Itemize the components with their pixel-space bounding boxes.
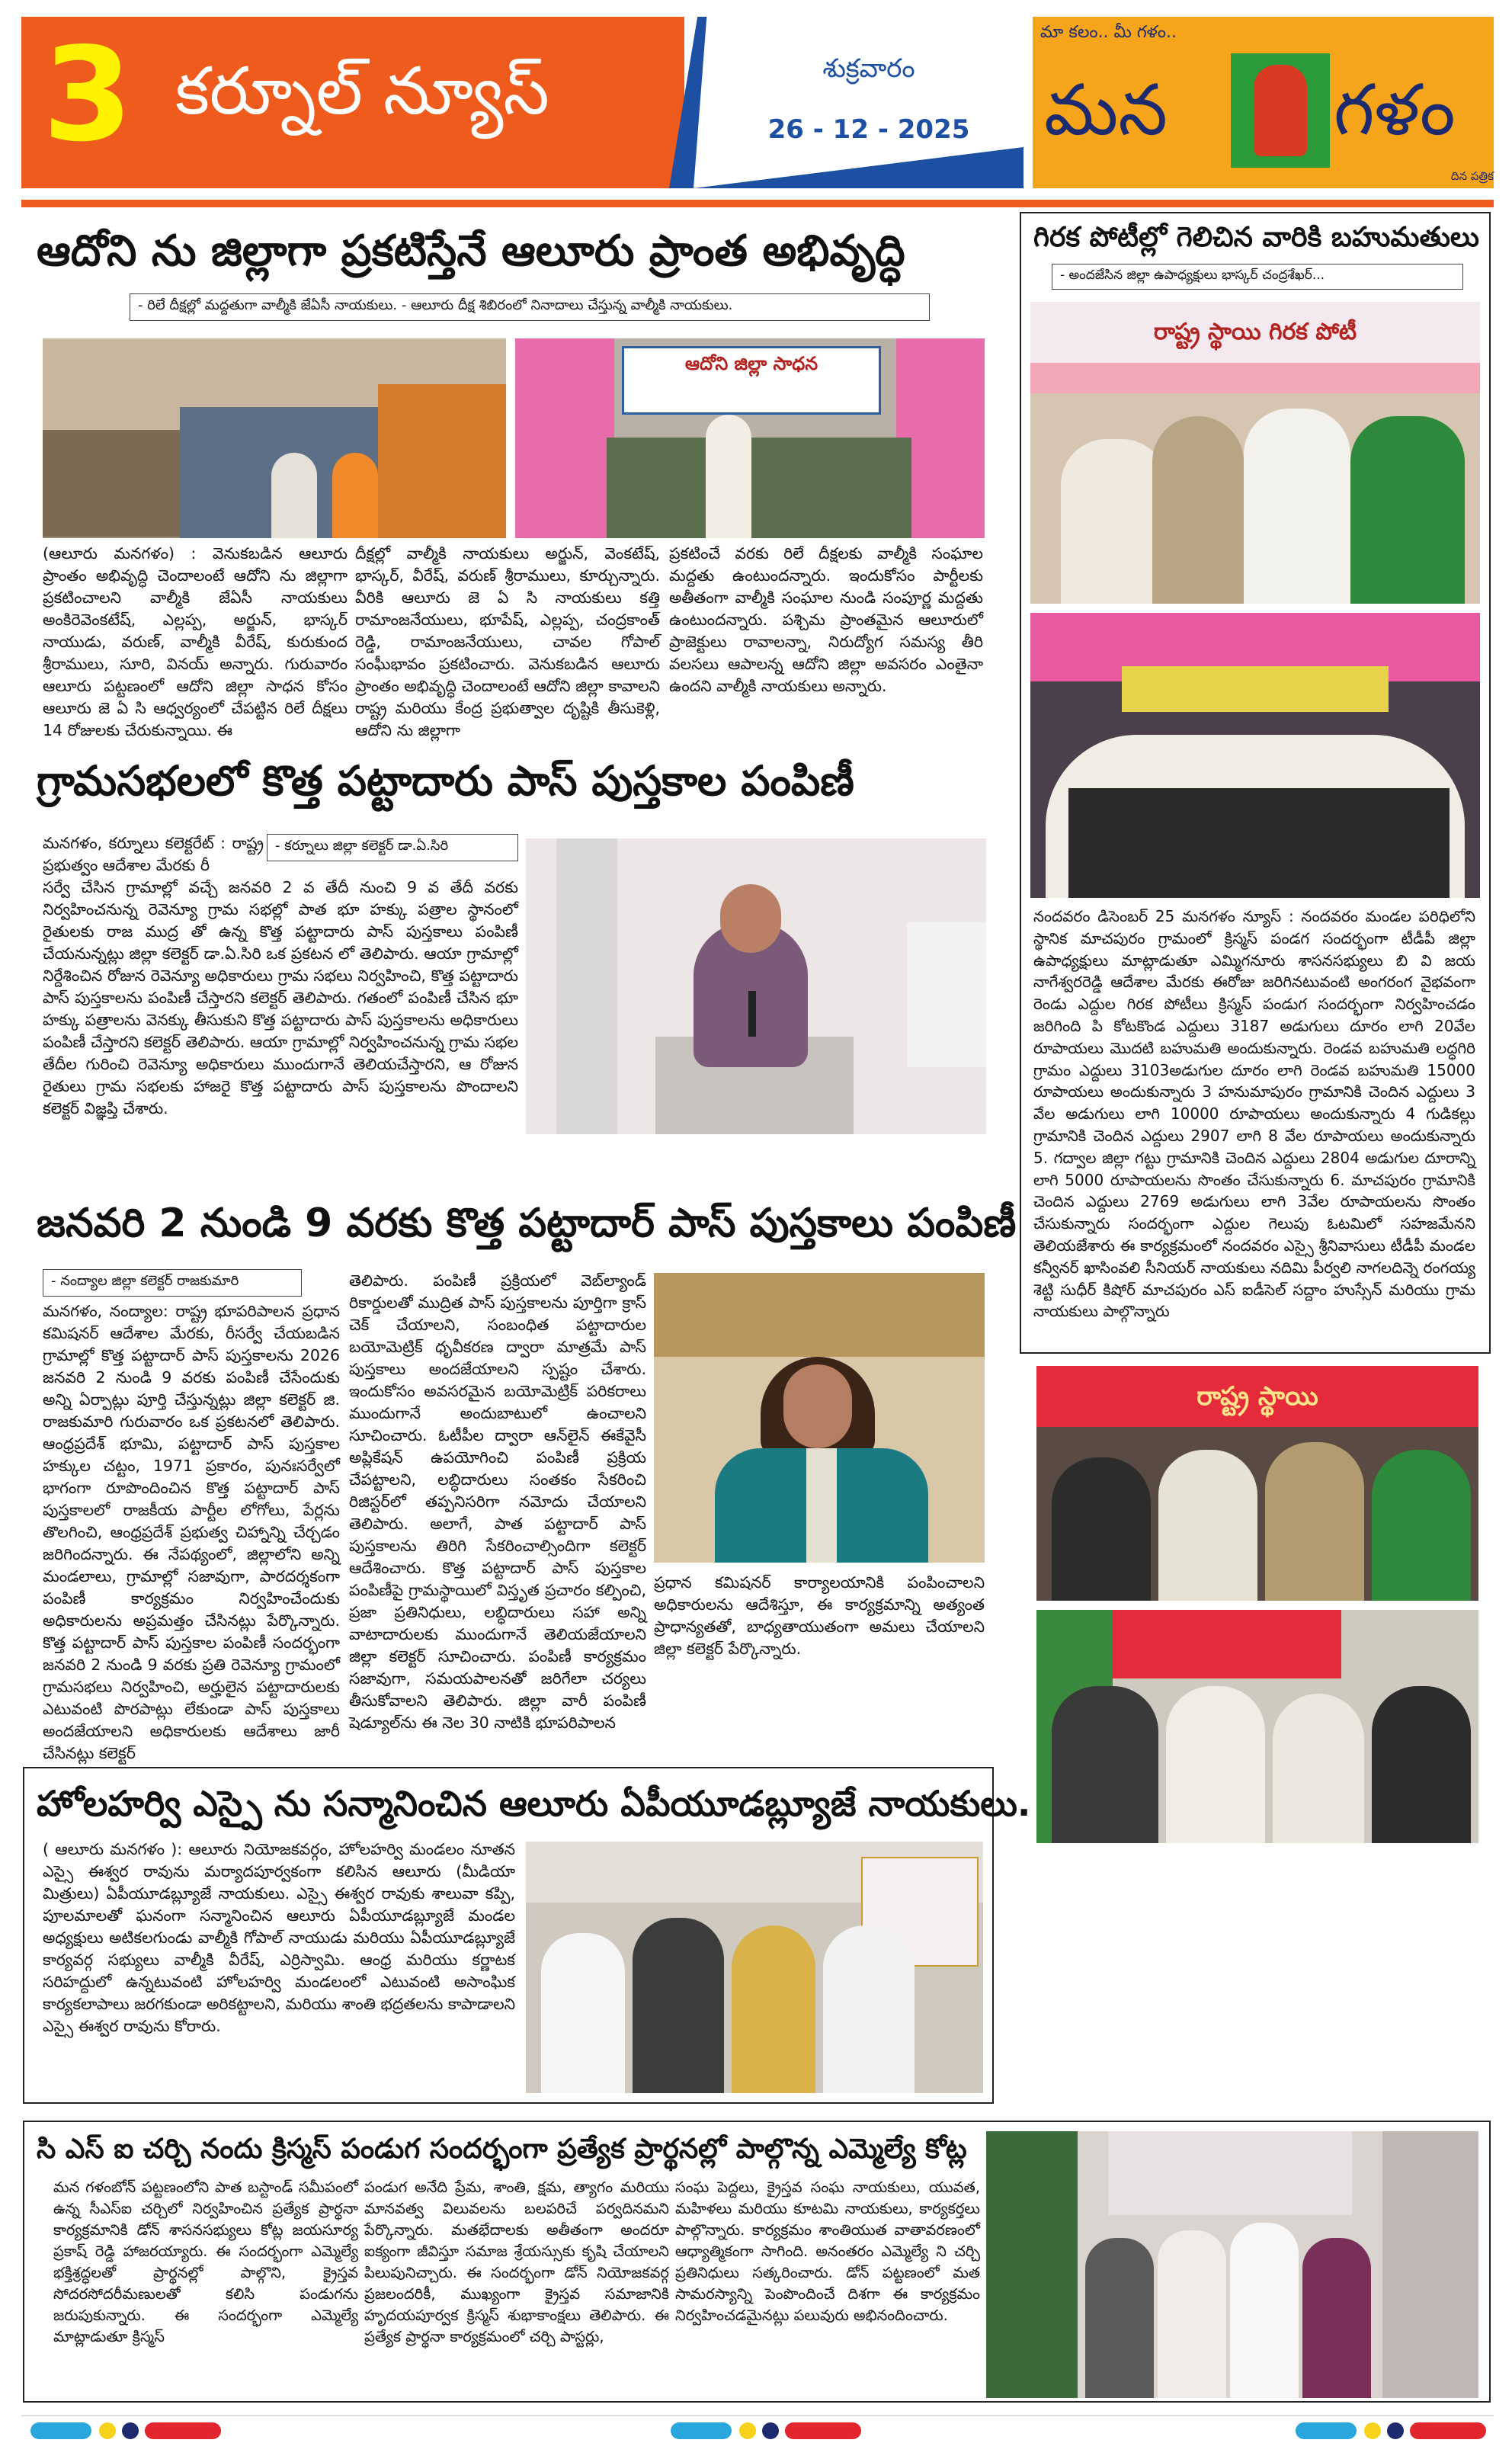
story5-headline: సి ఎస్ ఐ చర్చి నందు క్రిస్మస్ పండుగ సందర్భంగా ప్రత్యేక ప్రార్థనల్లో పాల్గొన్న ఎమ్మెల్యే కోట్ల	[37, 2134, 967, 2165]
story1-caption: - రిలే దీక్షల్లో మద్దతుగా వాల్మీకి జేఏసీ నాయకులు. - ఆలూరు దీక్ష శిబిరంలో నినాదాలు చేస్తున్న వాల్మీకి నాయకులు.	[130, 293, 930, 321]
story4-felicitation-photo	[526, 1842, 983, 2093]
sidebar-body: నందవరం డిసెంబర్ 25 మనగళం న్యూస్ : నందవరం మండల పరిధిలోని స్థానిక మాచపురం గ్రామంలో క్రిస్మస్ పండగ సందర్భంగా టీడీపీ జిల్లా ఉపాధ్యక్షులు మాట్లాడుతూ ఎమ్మిగనూరు శాసనసభ్యులు బి వి జయ నాగేశ్వరరెడ్డి ఆదేశాల మేరకు ఈరోజు జరిగినటువంటి అంగరంగ వైభవంగా రెండు ఎద్దుల గిరక పోటీలు క్రిస్మస్ పండుగ సందర్భంగా నిర్వహించడం జరిగింది పి కోటకొండ ఎద్దులు 3187 అడుగులు దూరం లాగి 20వేల రూపాయలు మొదటి బహుమతి అందుకున్నారు. రెండవ బహుమతి లద్ధగిరి గ్రామం ఎద్దులు 3103అడుగుల దూరం లాగి రెండవ బహుమతి 15000 రూపాయలు అందుకున్నారు 3 హనుమాపురం గ్రామానికి చెందిన ఎద్దులు 3 వేల అడుగులు లాగి 10000 రూపాయలు అందుకున్నారు 4 గుడికల్లు గ్రామానికి చెందిన ఎద్దులు 2907 లాగి 8 వేల రూపాయలు అందుకున్నారు 5. గద్వాల జిల్లా గట్టు గ్రామానికి చెందిన ఎద్దులు 2804 అడుగుల దూరాన్ని లాగి 5000 రూపాయలను సొంతం చేసుకున్నారు 6. మాచపురం గ్రామానికి చెందిన ఎద్దులు 2769 అడుగులు లాగి 3వేల రూపాయలను సొంతం చేసుకున్నారు సందర్భంగా ఎద్దుల గెలుపు ఓటమిలో సహజమేనని తెలియజేశారు ఈ కార్యక్రమంలో నందవరం ఎస్సై శ్రీనివాసులు టీడీపీ మండల కన్వీనర్ ఖాసింవలి సీనియర్ నాయకులు నదిమి పీర్వలి నాగలదిన్నె రంగయ్య శెట్టి సుధీర్ కిషోర్ మాచపురం ఎస్ ఐడీసెల్ సద్దాం హుస్సేన్ మరియు గ్రామ నాయకులు పాల్గొన్నారు	[1033, 907, 1475, 1321]
story4-headline: హోలహర్వి ఎస్పై ను సన్మానించిన ఆలూరు ఏపీయూడబ్ల్యూజే నాయకులు.	[37, 1783, 1031, 1824]
sidebar-caption: - అందజేసిన జిల్లా ఉపాధ్యక్షులు భాస్కర్ చంద్రశేఖర్...	[1052, 264, 1463, 290]
story2-headline: గ్రామసభలలో కొత్త పట్టాదారు పాస్ పుస్తకాల పంపిణీ	[37, 757, 854, 805]
page-number: 3	[42, 20, 133, 171]
issue-date: 26 - 12 - 2025	[767, 114, 970, 145]
sidebar-headline: గిరక పోటీల్లో గెలిచిన వారికి బహుమతులు	[1033, 222, 1479, 253]
sidebar-banner-2: రాష్ట్ర స్థాయి	[1036, 1366, 1478, 1427]
story3-col2: తెలిపారు. పంపిణీ ప్రక్రియలో వెబ్‌ల్యాండ్ రికార్డులతో ముద్రిత పాస్ పుస్తకాలను పూర్తిగా క్రాస్ చెక్ చేయాలని, సంబంధిత పట్టాదారుల బయోమెట్రిక్ ధృవీకరణ ద్వారా మాత్రమే పాస్ పుస్తకాలు అందజేయాలని స్పష్టం చేశారు. ఇందుకోసం అవసరమైన బయోమెట్రిక్ పరికరాలు ముందుగానే అందుబాటులో ఉంచాలని సూచించారు. ఓటీపీల ద్వారా ఆన్‌లైన్ ఈకేవైసీ అప్లికేషన్ ఉపయోగించి పంపిణీ ప్రక్రియ చేపట్టాలని, లబ్ధిదారులు సంతకం సేకరించి రిజిస్టర్‌లో తప్పనిసరిగా నమోదు చేయాలని తెలిపారు. అలాగే, పాత పట్టాదార్ పాస్ పుస్తకాలను తిరిగి సేకరించాల్సిందిగా కలెక్టర్ ఆదేశించారు. కొత్త పట్టాదార్ పాస్ పుస్తకాల పంపిణీపై గ్రామస్థాయిలో విస్తృత ప్రచారం కల్పించి, ప్రజా ప్రతినిధులు, లబ్ధిదారులు సహా అన్ని వాటాదారులకు ముందుగానే తెలియజేయాలని జిల్లా కలెక్టర్ సూచించారు. పంపిణీ కార్యక్రమం సజావుగా, సమయపాలనతో జరిగేలా చర్యలు తీసుకోవాలని తెలిపారు. జిల్లా వారీ పంపిణీ షెడ్యూల్‌ను ఈ నెల 30 నాటికి భూపరిపాలన	[349, 1271, 646, 1732]
story5-col1: మన గళంబోన్ పట్టణంలోని పాత బస్టాండ్ సమీపంలో ఉన్న సీఎస్ఐ చర్చిలో నిర్వహించిన ప్రత్యేక ప్రార్థనా కార్యక్రమానికి డోన్ శాసనసభ్యులు కోట్ల జయసూర్య ప్రకాష్ రెడ్డి హాజరయ్యారు. ఈ సందర్భంగా ఎమ్మెల్యే భక్తిశ్రద్ధలతో ప్రార్థనల్లో పాల్గొని, క్రైస్తవ సోదరసోదరీమణులతో కలిసి పండుగను జరుపుకున్నారు. ఈ సందర్భంగా ఎమ్మెల్యే మాట్లాడుతూ క్రిస్మస్	[53, 2178, 358, 2345]
logo-text-left: మన	[1044, 69, 1168, 151]
footer-ornament-left	[30, 2422, 221, 2439]
logo-subtitle: దిన పత్రిక	[1450, 169, 1494, 183]
fist-icon	[1254, 65, 1307, 156]
story1-headline: ఆదోని ను జిల్లాగా ప్రకటిస్తేనే ఆలూరు ప్రాంత అభివృద్ధి	[37, 226, 905, 276]
story1-col3: ప్రకటించే వరకు రిలే దీక్షలకు వాల్మీకి సంఘాల మద్దతు ఉంటుందన్నారు. ఇందుకోసం పార్టీలకు అతీతంగా వాల్మీకి సంఘాల నుండి సంపూర్ణ మద్దతు ఉంటుందన్నారు. పశ్చిమ ప్రాంతమైన ఆలూరులో ప్రాజెక్టులు రావాలన్నా, నిరుద్యోగ సమస్య తీరి వలసలు ఆపాలన్న ఆదోని జిల్లా అవసరం ఎంతైనా ఉందని వాల్మీకి నాయకులు అన్నారు.	[669, 544, 983, 695]
logo-text-right: గళం	[1334, 69, 1456, 151]
story5-col3: సంఘ పెద్దలు, క్రైస్తవ సంఘ నాయకులు, యువత, మహిళలు మరియు కూటమి నాయకులు, కార్యకర్తలు పాల్గొన్నారు. కార్యక్రమం శాంతియుత వాతావరణంలో ఆధ్యాత్మికంగా సాగింది. అనంతరం ఎమ్మెల్యే ని చర్చి ప్రతినిధులు సత్కరించారు. డోన్ పట్టణంలో మత సామరస్యాన్ని పెంపొందించే దిశగా ఈ కార్యక్రమం నిర్వహించడమైనట్లు పలువురు అభినందించారు.	[675, 2178, 980, 2324]
story1-col1: (ఆలూరు మనగళం) : వెనుకబడిన ఆలూరు ప్రాంతం అభివృద్ధి చెందాలంటే ఆదోని ను జిల్లాగా ప్రకటించాలని వాల్మీకి జేఏసీ నాయకులు అంకిరెవెంకటేష్, ఎల్లప్ప, అర్జున్, భాస్కర్ నాయుడు, వరుణ్, వాల్మీకి వీరేష్, కురుకుంద శ్రీరాములు, సూరి, వినయ్ అన్నారు. గురువారం ఆలూరు పట్టణంలో ఆదోని జిల్లా సాధన కోసం ఆలూరు జె ఏ సి ఆధ్వర్యంలో చేపట్టిన రిలే దీక్షలు 14 రోజులకు చేరుకున్నాయి. ఈ	[43, 544, 348, 739]
sidebar-photo-3	[1036, 1366, 1478, 1601]
issue-weekday: శుక్రవారం	[822, 53, 915, 84]
footer-ornament-right	[1296, 2422, 1486, 2439]
masthead-divider	[21, 200, 1494, 207]
story2-caption: - కర్నూలు జిల్లా కలెక్టర్ డా.ఏ.సిరి	[267, 834, 518, 861]
sidebar-photo-1	[1030, 302, 1480, 604]
story2-body: సర్వే చేసిన గ్రామాల్లో వచ్చే జనవరి 2 వ తేదీ నుంచి 9 వ తేదీ వరకు నిర్వహించనున్న రెవెన్యూ గ్రామ సభల్లో పాత భూ హక్కు పత్రాల స్థానంలో రైతులకు రాజ ముద్ర తో ఉన్న కొత్త పట్టాదారు పాస్ పుస్తకాలు పంపిణీ చేయనున్నట్లు జిల్లా కలెక్టర్ డా.ఏ.సిరి ఒక ప్రకటన లో తెలిపారు. ఆయా గ్రామాల్లో నిర్దేశించిన రోజున రెవెన్యూ అధికారులు గ్రామ సభలు నిర్వహించి, కొత్త పట్టాదారు పాస్ పుస్తకాలను పంపిణీ చేస్తారని కలెక్టర్ తెలిపారు. గతంలో పంపిణీ చేసిన భూ హక్కు పత్రాలను వెనక్కు తీసుకుని కొత్త పట్టాదారు పాస్ పుస్తకాలను అధికారులు పంపిణీ చేస్తారని కలెక్టర్ తెలిపారు. ఆయా గ్రామాల్లో నిర్వహించనున్న గ్రామ సభల తేదీల గురించి రెవెన్యూ అధికారులు ముందుగానే తెలియచేస్తారని, ఆ రోజున రైతులు గ్రామ సభలకు హాజరై కొత్త పట్టాదారు పాస్ పుస్తకాలను పొందాలని కలెక్టర్ విజ్ఞప్తి చేశారు.	[43, 878, 518, 1117]
story3-collector-photo	[654, 1273, 985, 1563]
story3-headline: జనవరి 2 నుండి 9 వరకు కొత్త పట్టాదార్ పాస్ పుస్తకాలు పంపిణీ	[37, 1201, 1017, 1246]
story5-col2: పండుగ అనేది ప్రేమ, శాంతి, క్షమ, త్యాగం మరియు మానవత్వ విలువలను బలపరిచే పర్వదినమని పేర్కొన్నారు. మతభేదాలకు అతీతంగా అందరూ ఐక్యంగా జీవిస్తూ సమాజ శ్రేయస్సుకు కృషి చేయాలని పిలుపునిచ్చారు. ఈ సందర్భంగా డోన్ నియోజకవర్గ ప్రజలందరికీ, ముఖ్యంగా క్రైస్తవ సమాజానికి హృదయపూర్వక క్రిస్మస్ శుభాకాంక్షలు తెలిపారు. ఈ ప్రత్యేక ప్రార్థనా కార్యక్రమంలో చర్చి పాస్టర్లు,	[364, 2178, 669, 2345]
story1-photo-right	[515, 338, 985, 538]
story1-photo-left	[43, 338, 506, 538]
sidebar-photo-4	[1036, 1610, 1478, 1843]
footer-ornament-center	[671, 2422, 861, 2439]
logo-tagline: మా కలం.. మీ గళం..	[1040, 23, 1177, 42]
footer-rule	[21, 2415, 1494, 2416]
section-title: కర్నూల్ న్యూస్	[175, 53, 549, 130]
sidebar-photo-2	[1030, 613, 1480, 898]
story3-col3: ప్రధాన కమిషనర్ కార్యాలయానికి పంపించాలని అధికారులను ఆదేశిస్తూ, ఈ కార్యక్రమాన్ని అత్యంత ప్రాధాన్యతతో, బాధ్యతాయుతంగా అమలు చేయాలని జిల్లా కలెక్టర్ పేర్కొన్నారు.	[654, 1573, 985, 1658]
story2-collector-photo	[526, 838, 986, 1134]
story3-caption: - నంద్యాల జిల్లా కలెక్టర్ రాజకుమారి	[43, 1269, 302, 1297]
story4-body: ( ఆలూరు మనగళం ): ఆలూరు నియోజకవర్గం, హోలహర్వి మండలం నూతన ఎస్సై ఈశ్వర రావును మర్యాదపూర్వకంగా కలిసిన ఆలూరు (మీడియా మిత్రులు) ఏపీయూడబ్ల్యూజే నాయకులు. ఎస్సై ఈశ్వర రావుకు శాలువా కప్పి, పూలమాలతో ఘనంగా సన్మానించిన ఆలూరు ఏపీయూడబ్ల్యూజే మండల అధ్యక్షులు అటికలగుండు వాల్మీకి గోపాల్ నాయుడు మరియు ఏపీయూడబ్ల్యూజే కార్యవర్గ సభ్యులు వాల్మీకి వీరేష్, ఎర్రిస్వామి. ఆంధ్ర మరియు కర్ణాటక సరిహద్దులో ఉన్నటువంటి హోలహర్వి మండలంలో ఎటువంటి అసాంఘిక కార్యకలాపాలు జరగకుండా అరికట్టాలని, మరియు శాంతి భద్రతలను కాపాడాలని ఎస్సై ఈశ్వర రావును కోరారు.	[43, 1840, 515, 2035]
sidebar-banner-1: రాష్ట్ర స్థాయి గిరక పోటీ	[1030, 302, 1480, 363]
story5-church-photo	[986, 2131, 1478, 2398]
story2-lead: మనగళం, కర్నూలు కలెక్టరేట్ : రాష్ట్ర ప్రభుత్వం ఆదేశాల మేరకు రీ	[43, 834, 264, 874]
story1-banner: ఆదోని జిల్లా సాధన	[622, 346, 881, 415]
story1-col2: దీక్షల్లో వాల్మీకి నాయకులు అర్జున్, వెంకటేష్, భాస్కర్, వీరేష్, వరుణ్ శ్రీరాములు, కూర్చున్నారు. వీరికి ఆలూరు జె ఏ సి నాయకులు కత్తి రామాంజనేయులు, భూపేష్, ఎల్లప్ప, చంద్రకాంత్ రెడ్డి, రామాంజనేయులు, చావల గోపాల్ సంఘీభావం ప్రకటించారు. వెనుకబడిన ఆలూరు ప్రాంతం అభివృద్ధి చెందాలంటే ఆదోని జిల్లా కావాలని రాష్ట్ర మరియు కేంద్ర ప్రభుత్వాల దృష్టికి తీసుకెళ్లి, ఆదోని ను జిల్లాగా	[355, 544, 660, 739]
story3-col1: మనగళం, నంద్యాల: రాష్ట్ర భూపరిపాలన ప్రధాన కమిషనర్ ఆదేశాల మేరకు, రీసర్వే చేయబడిన గ్రామాల్లో కొత్త పట్టాదార్ పాస్ పుస్తకాలను 2026 జనవరి 2 నుండి 9 వరకు పంపిణీ చేసేందుకు అన్ని ఏర్పాట్లు పూర్తి చేస్తున్నట్లు జిల్లా కలెక్టర్ జి. రాజకుమారి గురువారం ఒక ప్రకటనలో తెలిపారు. ఆంధ్రప్రదేశ్ భూమి, పట్టాదార్ పాస్ పుస్తకాల హక్కుల చట్టం, 1971 ప్రకారం, పునఃసర్వేలో భాగంగా రూపొందించిన కొత్త పట్టాదార్ పాస్ పుస్తకాలలో రాజకీయ పార్టీల లోగోలు, పేర్లను తొలగించి, ఆంధ్రప్రదేశ్ ప్రభుత్వ చిహ్నాన్ని చేర్చడం జరిగిందన్నారు. ఈ నేపథ్యంలో, జిల్లాలోని అన్ని మండలాలు, గ్రామాల్లో సజావుగా, పారదర్శకంగా పంపిణీ కార్యక్రమం నిర్వహించేందుకు అధికారులను అప్రమత్తం చేసినట్లు పేర్కొన్నారు. కొత్త పట్టాదార్ పాస్ పుస్తకాల పంపిణీ సందర్భంగా జనవరి 2 నుండి 9 వరకు ప్రతి రెవెన్యూ గ్రామంలో గ్రామసభలు నిర్వహించి, అర్హులైన పట్టాదారులకు ఎటువంటి పొరపాట్లు లేకుండా పాస్ పుస్తకాలు అందజేయాలని అధికారులకు ఆదేశాలు జారీ చేసినట్లు కలెక్టర్	[43, 1302, 340, 1762]
